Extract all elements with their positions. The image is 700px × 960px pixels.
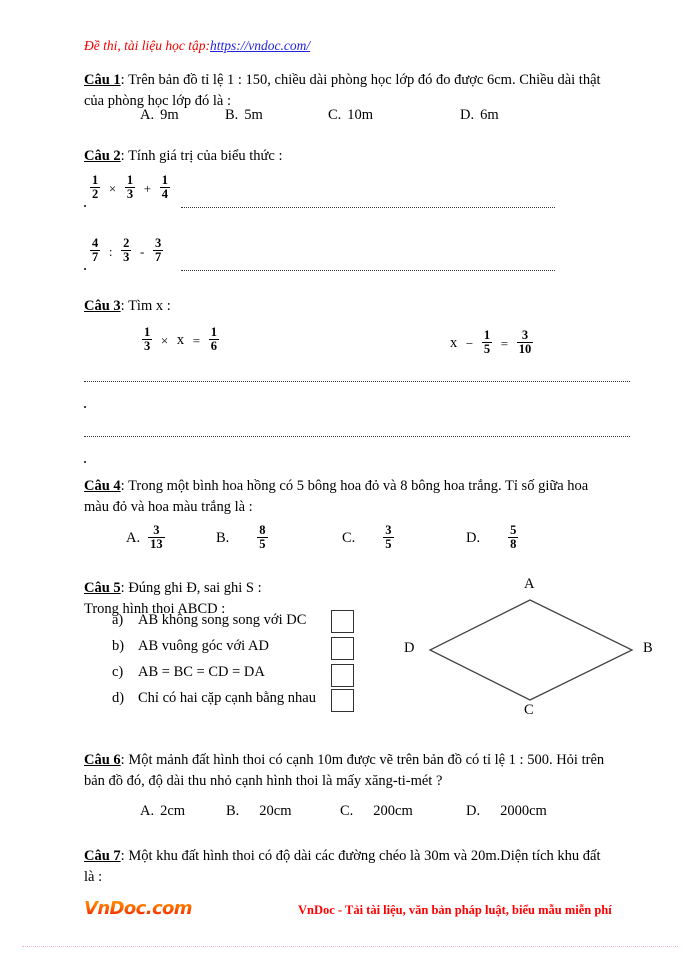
fraction <box>142 326 152 353</box>
option-value: 5m <box>244 107 263 123</box>
checkbox-b[interactable] <box>331 637 354 660</box>
question-6-line2: bản đồ đó, độ dài thu nhỏ cạnh hình thoi là mấy xăng-ti-mét ? <box>84 772 443 789</box>
question-1-options <box>84 107 630 127</box>
fraction-numerator: 3 <box>153 523 160 537</box>
question-6-option-a[interactable] <box>140 803 185 820</box>
fraction-denominator: 5 <box>259 537 266 552</box>
fraction <box>153 237 163 264</box>
question-1-option-d[interactable] <box>460 107 499 124</box>
answer-line-q3-1 <box>84 381 630 382</box>
fraction-numerator: 1 <box>483 328 491 342</box>
answer-line-q2-2 <box>181 270 555 271</box>
option-value: 20cm <box>259 803 292 819</box>
footer-divider <box>22 946 678 947</box>
question-2-expression-1 <box>88 175 172 202</box>
operator-multiply: × <box>160 332 169 348</box>
question-1-text <box>84 70 630 91</box>
variable-x: x <box>176 332 185 349</box>
fraction-denominator: 3 <box>123 250 130 265</box>
fraction-denominator: 6 <box>210 339 217 354</box>
question-6-text <box>84 750 636 771</box>
question-4-option-b[interactable] <box>216 525 270 552</box>
vndoc-logo[interactable]: VnDoc.com <box>84 898 192 919</box>
fraction-denominator: 3 <box>144 339 151 354</box>
question-2-text: : Tính giá trị của biểu thức : <box>120 148 283 164</box>
option-letter: A. <box>140 107 155 123</box>
question-1-line1: : Trên bản đồ tỉ lệ 1 : 150, chiều dài phòng học lớp đó đo được 6cm. Chiều dài thật <box>120 72 601 88</box>
question-5-prompt: : Đúng ghi Đ, sai ghi S : <box>120 580 262 596</box>
question-4-text <box>84 476 632 497</box>
fraction-numerator: 1 <box>210 325 217 339</box>
fraction-numerator: 3 <box>521 328 529 342</box>
option-letter: C. <box>328 107 342 123</box>
option-letter: B. <box>216 529 230 546</box>
option-value: 2000cm <box>500 803 547 819</box>
question-6 <box>84 750 636 791</box>
question-7 <box>84 846 640 887</box>
question-5-items <box>112 612 342 716</box>
option-value: 6m <box>480 107 499 123</box>
fraction-denominator: 13 <box>150 537 163 552</box>
option-value: 200cm <box>373 803 413 819</box>
question-2-expression-2 <box>88 238 165 265</box>
checkbox-a[interactable] <box>331 610 354 633</box>
fraction <box>148 524 165 551</box>
operator-plus: + <box>143 180 152 196</box>
fraction-denominator: 4 <box>161 187 168 202</box>
question-1-option-b[interactable] <box>225 107 263 124</box>
question-5-text <box>84 578 384 599</box>
question-6-option-d[interactable] <box>466 803 547 820</box>
fraction <box>482 329 492 356</box>
fraction-numerator: 1 <box>161 173 168 187</box>
question-6-line1: : Một mảnh đất hình thoi có cạnh 10m được vẽ trên bản đồ có tỉ lệ 1 : 500. Hỏi trên <box>120 752 605 768</box>
item-marker: a) <box>112 612 124 628</box>
question-6-options <box>84 803 630 823</box>
option-letter: D. <box>466 803 481 819</box>
fraction <box>160 174 170 201</box>
fraction-denominator: 8 <box>510 537 517 552</box>
stray-dot <box>84 268 86 270</box>
fraction-numerator: 1 <box>92 173 99 187</box>
vertex-label-b: B <box>643 640 653 656</box>
fraction-denominator: 7 <box>154 250 162 265</box>
stray-dot <box>84 461 86 463</box>
question-5-tag: Câu 5 <box>84 580 121 596</box>
fraction-numerator: 4 <box>92 236 99 250</box>
fraction-numerator: 5 <box>510 523 517 537</box>
question-5-item-a <box>112 612 342 638</box>
question-3-equation-right <box>448 330 535 357</box>
operator-minus: − <box>465 335 474 351</box>
question-6-option-c[interactable] <box>340 803 413 820</box>
option-letter: A. <box>140 803 155 819</box>
fraction-numerator: 1 <box>126 173 134 187</box>
question-5-item-b <box>112 638 342 664</box>
fraction-denominator: 10 <box>518 342 532 357</box>
document-header <box>84 38 310 54</box>
fraction-denominator: 7 <box>92 250 99 265</box>
fraction <box>517 329 534 356</box>
question-4-tag: Câu 4 <box>84 478 121 494</box>
option-letter: C. <box>340 803 354 819</box>
fraction <box>209 326 219 353</box>
operator-multiply: × <box>108 180 117 196</box>
question-2 <box>84 146 630 167</box>
question-7-tag: Câu 7 <box>84 848 121 864</box>
vertex-label-d: D <box>404 640 415 656</box>
question-7-text <box>84 846 640 867</box>
vertex-label-a: A <box>524 576 535 592</box>
option-letter: C. <box>342 529 356 546</box>
question-4-option-c[interactable] <box>342 525 396 552</box>
question-7-line2: là : <box>84 868 103 885</box>
question-1-option-c[interactable] <box>328 107 373 124</box>
rhombus-shape <box>400 588 660 713</box>
fraction <box>90 174 100 201</box>
option-letter: D. <box>466 529 481 546</box>
question-4-line1: : Trong một bình hoa hồng có 5 bông hoa đỏ và 8 bông hoa trắng. Tỉ số giữa hoa <box>120 478 589 494</box>
fraction <box>90 237 100 264</box>
item-text: AB vuông góc với AD <box>138 638 269 654</box>
question-4 <box>84 476 632 517</box>
operator-divide: : <box>108 243 113 259</box>
question-4-option-a[interactable] <box>126 525 167 552</box>
option-letter: A. <box>126 529 141 546</box>
fraction <box>121 237 131 264</box>
question-1 <box>84 70 630 111</box>
question-3-equation-left <box>140 327 221 354</box>
question-6-option-b[interactable] <box>226 803 292 820</box>
stray-dot <box>84 406 86 408</box>
question-3-tag: Câu 3 <box>84 298 121 314</box>
question-7-line1: : Một khu đất hình thoi có độ dài các đường chéo là 30m và 20m.Diện tích khu đất <box>120 848 601 864</box>
fraction-numerator: 1 <box>144 325 151 339</box>
option-letter: B. <box>225 107 239 123</box>
rhombus-figure <box>400 576 660 718</box>
question-1-option-a[interactable] <box>140 107 179 124</box>
item-marker: b) <box>112 638 125 654</box>
fraction <box>257 524 267 551</box>
fraction <box>383 524 393 551</box>
option-letter: B. <box>226 803 240 819</box>
variable-x: x <box>450 335 458 352</box>
vertex-label-c: C <box>524 702 534 718</box>
option-value: 9m <box>160 107 179 123</box>
item-text: AB không song song với DC <box>138 612 307 628</box>
question-1-line2: của phòng học lớp đó là : <box>84 92 231 109</box>
option-value: 10m <box>347 107 374 123</box>
question-5-item-c <box>112 664 342 690</box>
footer-tagline: VnDoc - Tải tài liệu, văn bản pháp luật, biểu mẫu miễn phí <box>298 903 612 917</box>
fraction-numerator: 2 <box>123 236 130 250</box>
operator-equals: = <box>500 335 509 351</box>
fraction-numerator: 8 <box>259 523 266 537</box>
fraction-denominator: 2 <box>92 187 99 202</box>
question-6-tag: Câu 6 <box>84 752 121 768</box>
option-letter: D. <box>460 107 475 123</box>
item-text: AB = BC = CD = DA <box>138 664 265 680</box>
fraction-denominator: 5 <box>385 537 392 552</box>
question-3-text: : Tìm x : <box>120 298 171 314</box>
question-4-line2: màu đỏ và hoa màu trắng là : <box>84 498 253 515</box>
question-4-options <box>84 525 630 565</box>
header-link[interactable]: https://vndoc.com/ <box>209 38 311 53</box>
question-5-subtitle: Trong hình thoi ABCD : <box>84 600 226 617</box>
answer-line-q2-1 <box>181 207 555 208</box>
item-marker: c) <box>112 664 124 680</box>
option-value: 2cm <box>160 803 186 819</box>
header-label: Đề thi, tài liệu học tập: <box>84 38 210 53</box>
question-2-tag: Câu 2 <box>84 148 121 164</box>
question-5-item-d <box>112 690 342 716</box>
checkbox-c[interactable] <box>331 664 354 687</box>
checkbox-d[interactable] <box>331 689 354 712</box>
item-text: Chỉ có hai cặp cạnh bằng nhau <box>138 690 316 706</box>
question-3 <box>84 296 630 317</box>
fraction <box>508 524 518 551</box>
fraction-denominator: 3 <box>126 187 134 202</box>
fraction <box>125 174 135 201</box>
fraction-denominator: 5 <box>483 342 491 357</box>
question-4-option-d[interactable] <box>466 525 520 552</box>
operator-equals: = <box>192 332 201 348</box>
item-marker: d) <box>112 690 125 706</box>
question-1-tag: Câu 1 <box>84 72 121 88</box>
operator-minus: - <box>140 243 145 259</box>
fraction-numerator: 3 <box>154 236 162 250</box>
answer-line-q3-2 <box>84 436 630 437</box>
fraction-numerator: 3 <box>385 523 392 537</box>
stray-dot <box>84 205 86 207</box>
